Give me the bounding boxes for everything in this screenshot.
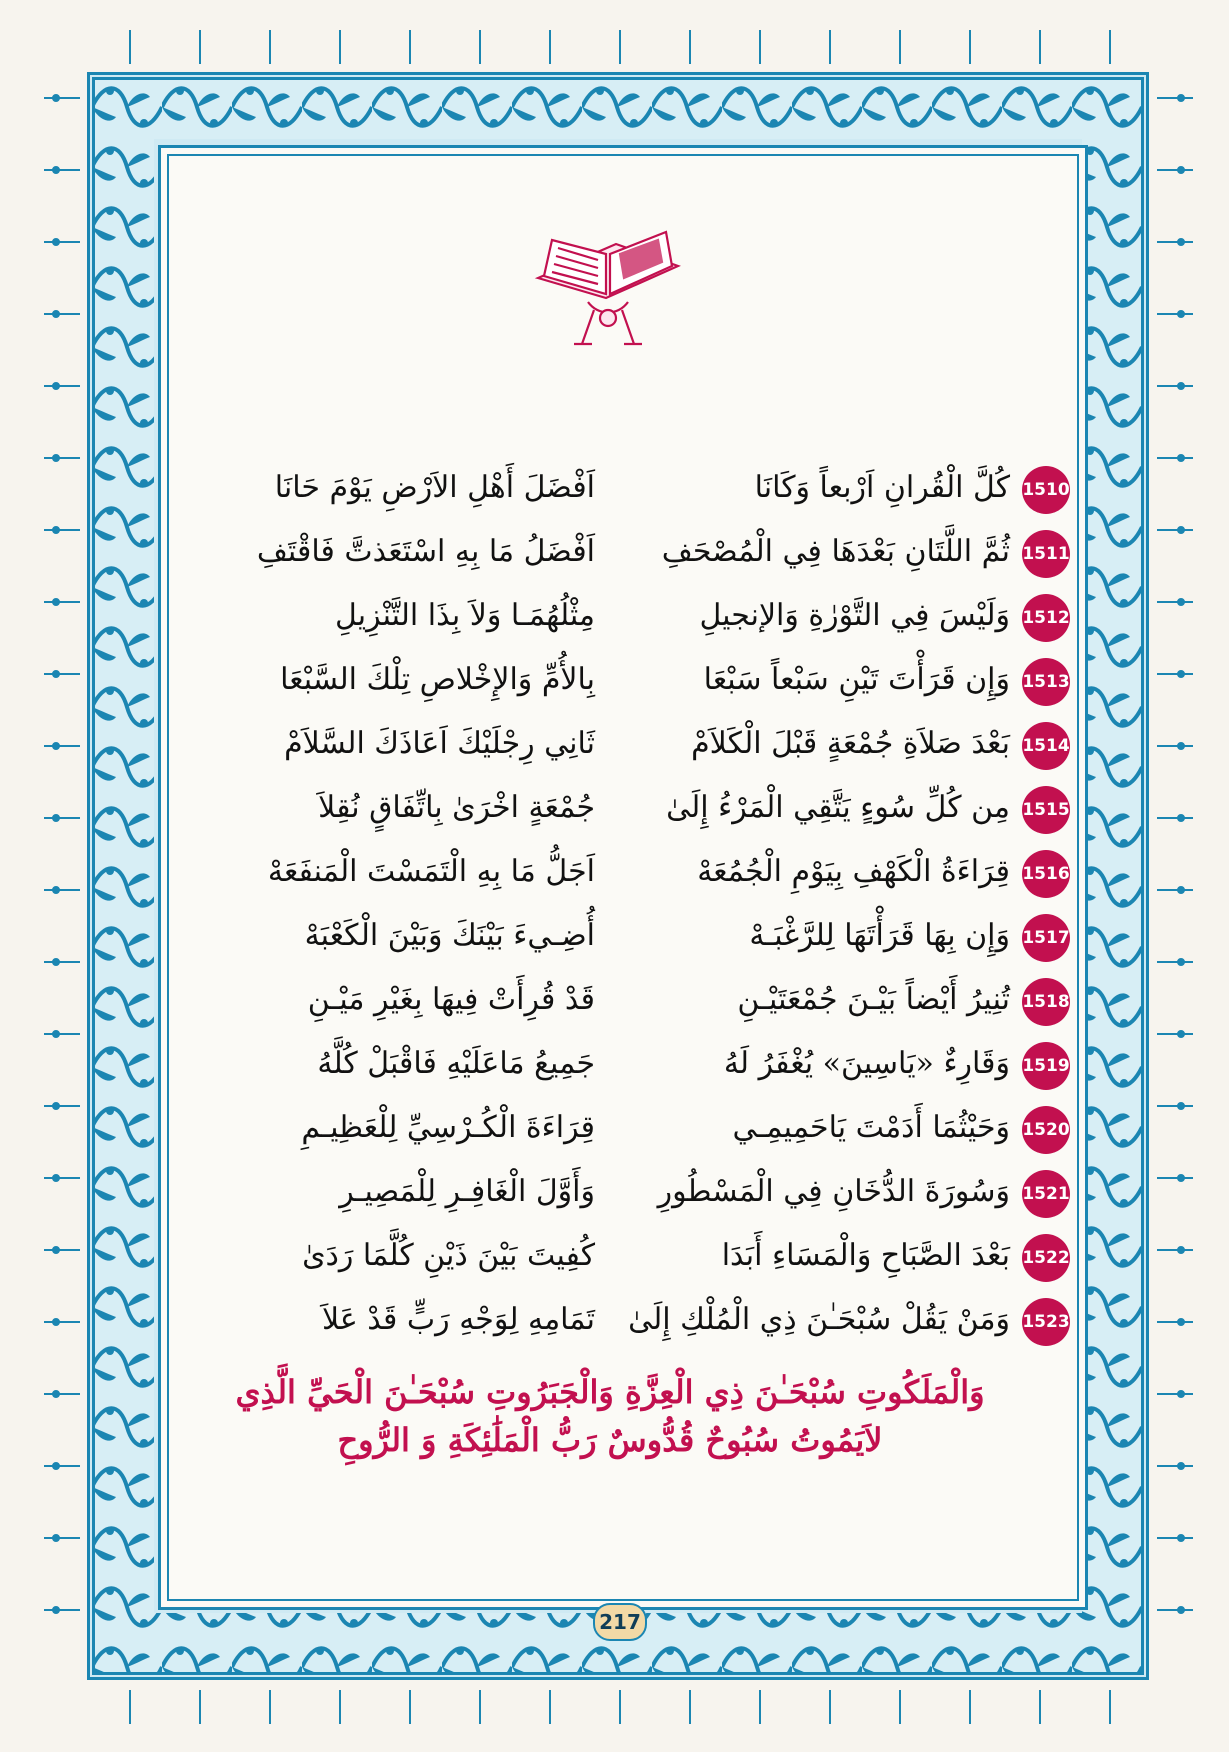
verse-second-hemistich: مِثْلُهُمَـا وَلاَ بِذَا التَّنْزِيلِ	[335, 598, 595, 633]
closing-dua-line-1: وَالْمَلَكُوتِ سُبْحَـٰنَ ذِي الْعِزَّةِ وَالْجَبَرُوتِ سُبْحَـٰنَ الْحَيِّ الَّذِي	[235, 1373, 985, 1411]
verse-row	[180, 780, 1070, 836]
verse-number-badge: 1517	[1022, 914, 1070, 962]
verse-number-badge: 1522	[1022, 1234, 1070, 1282]
closing-dua-line-2: لاَيَمُوتُ سُبُوحٌ قُدُّوسٌ رَبُّ الْمَلَٰئِكَةِ وَ الرُّوحِ	[337, 1421, 883, 1459]
verse-first-hemistich: تُنِيرُ أَيْضاً بَيْـنَ جُمْعَتَيْـنِ	[737, 982, 1010, 1017]
verse-number-badge: 1511	[1022, 530, 1070, 578]
verse-first-hemistich: ثُمَّ اللَّتَانِ بَعْدَهَا فِي الْمُصْحَفِ	[661, 534, 1010, 569]
verse-first-hemistich: كُلَّ الْقُرانِ اَرْبعاً وَكَانَا	[754, 470, 1010, 505]
verse-row	[180, 1036, 1070, 1092]
verse-number-badge: 1515	[1022, 786, 1070, 834]
verse-second-hemistich: بِالأُمِّ وَالإِخْلاصِ تِلْكَ السَّبْعَا	[280, 662, 595, 697]
verse-row	[180, 1292, 1070, 1348]
verse-second-hemistich: اَفْضَلُ مَا بِهِ اسْتَعَذتَّ فَاقْتَفِ	[256, 534, 595, 569]
verse-number-badge: 1523	[1022, 1298, 1070, 1346]
quran-on-stand-icon	[528, 226, 688, 354]
verse-number-badge: 1520	[1022, 1106, 1070, 1154]
verse-first-hemistich: بَعْدَ الصَّبَاحِ وَالْمَسَاءِ أَبَدَا	[721, 1238, 1010, 1273]
verse-second-hemistich: جُمْعَةٍ اخْرَىٰ بِاتِّفَاقٍ نُقِلاَ	[318, 790, 595, 825]
verse-row	[180, 524, 1070, 580]
verse-second-hemistich: قِرَاءَةَ الْكُـرْسِيِّ لِلْعَظِيـمِ	[301, 1110, 595, 1145]
verse-number-badge: 1516	[1022, 850, 1070, 898]
verse-row	[180, 1164, 1070, 1220]
verse-row	[180, 1228, 1070, 1284]
verse-first-hemistich: وَحَيْثُمَا أَدَمْتَ يَاحَمِيمِـي	[732, 1110, 1010, 1145]
verse-second-hemistich: كُفِيتَ بَيْنَ ذَيْنِ كُلَّمَا رَدَىٰ	[302, 1238, 595, 1273]
verse-first-hemistich: وَإِن قَرَأْتَ تَيْنِ سَبْعاً سَبْعَا	[703, 662, 1010, 697]
verse-first-hemistich: وَإِن بِهَا قَرَأْتَهَا لِلرَّغْبَـهْ	[749, 918, 1010, 953]
verse-row	[180, 908, 1070, 964]
verse-row	[180, 652, 1070, 708]
verse-row	[180, 844, 1070, 900]
verse-number-badge: 1514	[1022, 722, 1070, 770]
verse-first-hemistich: وَمَنْ يَقُلْ سُبْحَـٰنَ ذِي الْمُلْكِ إِلَىٰ	[628, 1302, 1010, 1337]
verse-row	[180, 972, 1070, 1028]
verse-row	[180, 588, 1070, 644]
verse-first-hemistich: وَسُورَةَ الدُّخَانِ فِي الْمَسْطُورِ	[657, 1174, 1010, 1209]
verse-second-hemistich: أُضِـيءَ بَيْنَكَ وَبَيْنَ الْكَعْبَهْ	[304, 918, 595, 953]
verse-second-hemistich: وَأَوَّلَ الْغَافِـرِ لِلْمَصِيـرِ	[339, 1174, 595, 1209]
verse-row	[180, 1100, 1070, 1156]
verse-number-badge: 1521	[1022, 1170, 1070, 1218]
verse-number-badge: 1518	[1022, 978, 1070, 1026]
verse-second-hemistich: قَدْ قُرِأَتْ فِيهَا بِغَيْرِ مَيْـنِ	[307, 982, 595, 1017]
verse-second-hemistich: اَجَلُّ مَا بِهِ الْتَمَسْتَ الْمَنفَعَهْ	[267, 854, 595, 889]
verse-number-badge: 1512	[1022, 594, 1070, 642]
verse-first-hemistich: وَلَيْسَ فِي التَّوْرٰةِ وَالإنجيلِ	[699, 598, 1010, 633]
verse-number-badge: 1513	[1022, 658, 1070, 706]
verse-second-hemistich: اَفْضَلَ أَهْلِ الاَرْضِ يَوْمَ حَانَا	[274, 470, 595, 505]
verse-row	[180, 716, 1070, 772]
verse-second-hemistich: ثَانِي رِجْلَيْكَ اَعَاذَكَ السَّلاَمْ	[284, 726, 595, 761]
verse-row	[180, 460, 1070, 516]
verse-first-hemistich: قِرَاءَةُ الْكَهْفِ بِيَوْمِ الْجُمُعَهْ	[697, 854, 1010, 889]
verse-first-hemistich: بَعْدَ صَلاَةِ جُمْعَةٍ قَبْلَ الْكَلاَمْ	[691, 726, 1010, 761]
verse-second-hemistich: جَمِيعُ مَاعَلَيْهِ فَاقْبَلْ كُلَّهُ	[317, 1046, 595, 1081]
verse-number-badge: 1510	[1022, 466, 1070, 514]
verse-number-badge: 1519	[1022, 1042, 1070, 1090]
verse-first-hemistich: مِن كُلِّ سُوءٍ يَتَّقِي الْمَرْءُ إِلَىٰ	[666, 790, 1010, 825]
verse-first-hemistich: وَقَارِءٌ «يَاسِينَ» يُغْفَرُ لَهُ	[723, 1046, 1010, 1081]
verse-second-hemistich: تَمَامِهِ لِوَجْهِ رَبٍّ قَدْ عَلاَ	[321, 1302, 595, 1337]
page-number: 217	[593, 1603, 647, 1641]
